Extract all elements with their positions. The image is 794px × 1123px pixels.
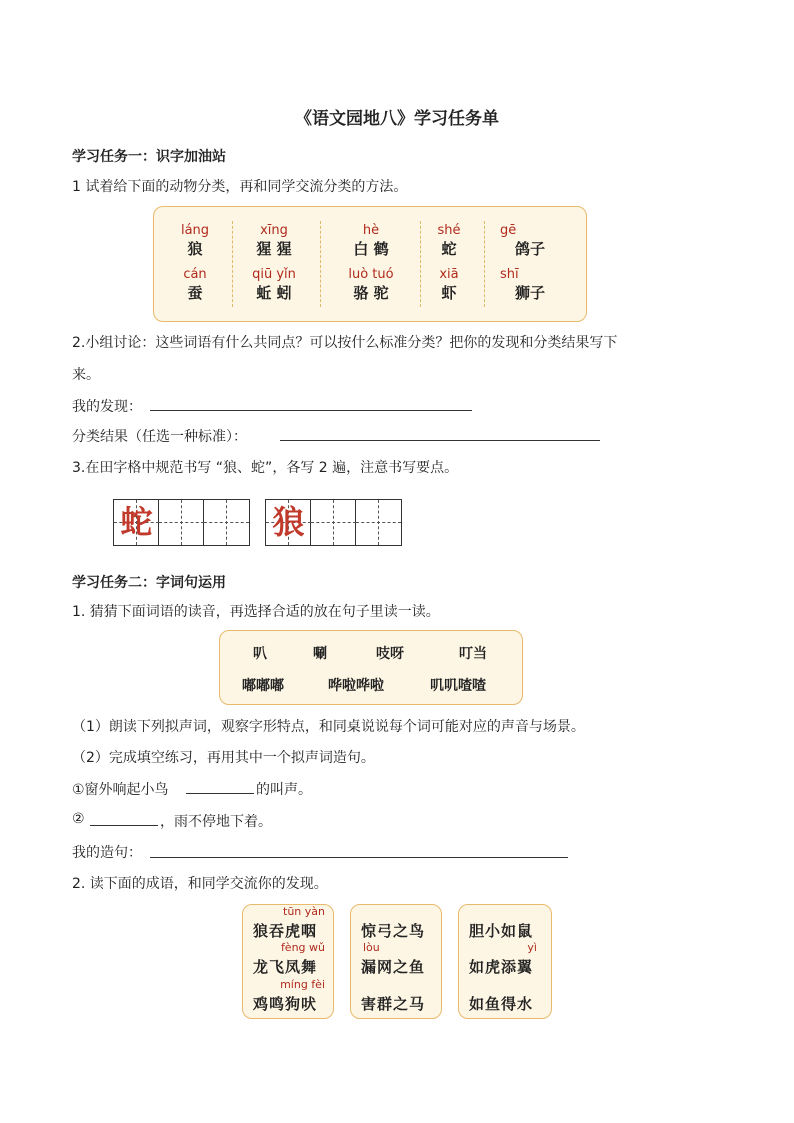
pinyin: cán: [183, 267, 207, 282]
classification-label: 分类结果（任选一种标准）：: [72, 429, 247, 445]
model-char-lang: 狼: [272, 503, 305, 541]
my-sentence-line[interactable]: [150, 857, 568, 858]
idiom: 龙飞凤舞: [253, 958, 318, 976]
pinyin: lòu: [363, 941, 380, 954]
word: 哗啦哗啦: [328, 678, 384, 694]
idiom: 漏网之鱼: [361, 958, 426, 976]
idiom: 胆小如鼠: [469, 922, 534, 940]
fill-sentence2-start: ②: [72, 811, 85, 827]
task1-heading: 学习任务一：识字加油站: [72, 149, 226, 165]
animal-word: 鸽子: [514, 240, 545, 258]
animal-col: [500, 223, 560, 303]
task2-question1: 1. 猜猜下面词语的读音，再选择合适的放在句子里读一读。: [72, 604, 440, 620]
animal-col: [168, 223, 222, 303]
my-sentence-label: 我的造句：: [72, 845, 142, 861]
column-divider: [484, 221, 485, 307]
pinyin: yì: [527, 941, 537, 954]
word: 叭: [253, 646, 267, 662]
column-divider: [232, 221, 233, 307]
pinyin: hè: [362, 223, 380, 238]
pinyin: láng: [180, 223, 210, 238]
idiom: 惊弓之鸟: [361, 922, 426, 940]
sub-question2: （2）完成填空练习，再用其中一个拟声词造句。: [72, 750, 375, 766]
word: 嘟嘟嘟: [242, 678, 284, 694]
idiom: 狼吞虎咽: [253, 922, 318, 940]
idiom: 如鱼得水: [469, 995, 534, 1013]
task1-question3: 3.在田字格中规范书写 “狼、蛇”，各写 2 遍，注意书写要点。: [72, 460, 459, 476]
fill-sentence2-end: ，雨不停地下着。: [160, 814, 272, 830]
animal-word: 虾: [441, 284, 457, 302]
pinyin: tūn yàn: [283, 905, 325, 918]
finding-answer-line[interactable]: [150, 410, 472, 411]
idiom: 如虎添翼: [469, 958, 534, 976]
classification-answer-line[interactable]: [280, 440, 600, 441]
pinyin: qiū yǐn: [252, 267, 296, 282]
page-title: 《语文园地八》学习任务单: [295, 109, 499, 129]
pinyin: gē: [500, 223, 517, 238]
pinyin: míng fèi: [280, 978, 325, 991]
animal-word: 蛇: [441, 240, 457, 258]
task2-heading: 学习任务二：字词句运用: [72, 575, 226, 591]
task1-question2-cont: 来。: [72, 367, 100, 383]
animal-col: [334, 223, 408, 303]
word: 唰: [313, 646, 327, 662]
column-divider: [420, 221, 421, 307]
onomatopoeia-card: [219, 630, 523, 705]
animal-word: 白 鹤: [353, 240, 389, 258]
pinyin: shī: [500, 267, 519, 282]
animal-col: [426, 223, 472, 303]
animal-word: 狮子: [514, 284, 545, 302]
column-divider: [320, 221, 321, 307]
fill-sentence1-end: 的叫声。: [256, 782, 312, 798]
idiom-card: [350, 904, 442, 1019]
pinyin: xiā: [439, 267, 459, 282]
animal-word: 骆 驼: [353, 284, 389, 302]
fill-blank1[interactable]: [186, 793, 254, 794]
pinyin: xīng: [260, 223, 288, 238]
idiom-card: [458, 904, 552, 1019]
idiom-card: [242, 904, 334, 1019]
animal-card: [153, 206, 587, 322]
word: 叮当: [459, 646, 487, 662]
finding-label: 我的发现：: [72, 399, 142, 415]
animal-col: [238, 223, 310, 303]
model-char-she: 蛇: [120, 503, 153, 541]
writing-grid-she[interactable]: [113, 499, 250, 546]
idiom: 害群之马: [361, 995, 426, 1013]
sub-question1: （1）朗读下列拟声词，观察字形特点，和同桌说说每个词可能对应的声音与场景。: [72, 719, 585, 735]
animal-word: 蚕: [187, 284, 203, 302]
word: 叽叽喳喳: [430, 678, 486, 694]
task1-question2: 2.小组讨论：这些词语有什么共同点？可以按什么标准分类？把你的发现和分类结果写下: [72, 335, 618, 351]
task2-question2: 2. 读下面的成语，和同学交流你的发现。: [72, 876, 328, 892]
pinyin: luò tuó: [348, 267, 394, 282]
task1-question1: 1 试着给下面的动物分类，再和同学交流分类的方法。: [72, 179, 408, 195]
pinyin: fèng wǔ: [280, 941, 325, 954]
fill-sentence1-start: ①窗外响起小鸟: [72, 782, 169, 798]
animal-word: 猩 猩: [256, 240, 292, 258]
writing-grid-lang[interactable]: [265, 499, 402, 546]
animal-word: 狼: [187, 240, 203, 258]
idiom: 鸡鸣狗吠: [253, 995, 318, 1013]
animal-word: 蚯 蚓: [256, 284, 292, 302]
fill-blank2[interactable]: [90, 825, 158, 826]
pinyin: shé: [437, 223, 461, 238]
word: 吱呀: [376, 646, 404, 662]
